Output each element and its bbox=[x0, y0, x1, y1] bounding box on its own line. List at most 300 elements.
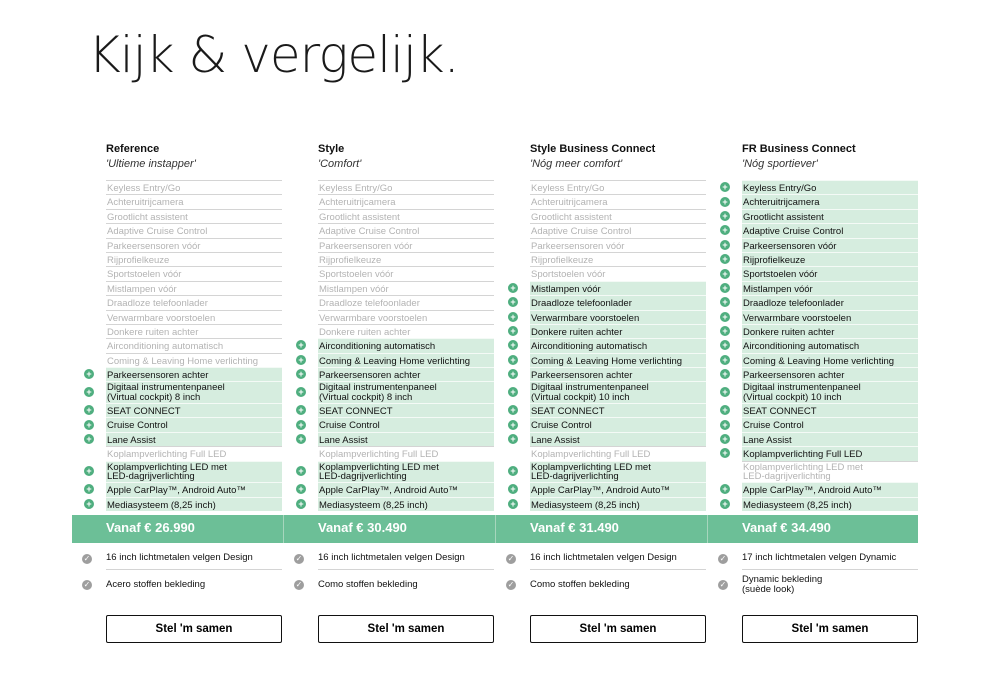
feature-label: Parkeersensoren achter bbox=[743, 370, 845, 382]
feature-label: Sportstoelen vóór bbox=[531, 269, 606, 281]
price-band-divider bbox=[707, 515, 708, 543]
feature-row bbox=[72, 209, 284, 223]
standard-item-text bbox=[742, 575, 822, 596]
feature-row bbox=[496, 461, 708, 483]
check-circle-icon: ✓ bbox=[507, 580, 515, 589]
feature-cell bbox=[106, 180, 282, 194]
feature-cell bbox=[742, 324, 918, 338]
plus-circle-icon: + bbox=[84, 466, 94, 476]
trim-title: FR Business Connect bbox=[742, 143, 856, 155]
check-circle-icon: ✓ bbox=[719, 554, 727, 563]
feature-label: Grootlicht assistent bbox=[743, 211, 824, 223]
feature-row bbox=[496, 209, 708, 223]
feature-label: Parkeersensoren vóór bbox=[319, 240, 413, 252]
plus-circle-icon: + bbox=[296, 466, 306, 476]
feature-row bbox=[284, 252, 496, 266]
feature-label: Donkere ruiten achter bbox=[107, 326, 199, 338]
price-band-divider bbox=[283, 515, 284, 543]
standard-item-line: Como stoffen bekleding bbox=[318, 578, 418, 590]
standard-item-text bbox=[530, 580, 630, 591]
feature-row bbox=[72, 180, 284, 194]
feature-row bbox=[496, 194, 708, 208]
feature-label: Digitaal instrumentenpaneel bbox=[107, 382, 225, 394]
plus-circle-icon: + bbox=[508, 283, 518, 293]
feature-row bbox=[284, 295, 496, 309]
page-title: Kijk & vergelijk. bbox=[88, 26, 459, 84]
feature-cell bbox=[530, 381, 706, 403]
feature-label: Parkeersensoren vóór bbox=[107, 240, 201, 252]
configure-button[interactable]: Stel 'm samen bbox=[106, 615, 282, 643]
feature-cell bbox=[742, 446, 918, 460]
plus-circle-icon: + bbox=[84, 369, 94, 379]
trim-subtitle: 'Comfort' bbox=[318, 158, 362, 170]
feature-row bbox=[708, 324, 920, 338]
standard-item bbox=[72, 548, 284, 570]
configure-button[interactable]: Stel 'm samen bbox=[742, 615, 918, 643]
feature-label: Koplampverlichting Full LED bbox=[319, 449, 439, 461]
plus-circle-icon: + bbox=[720, 420, 730, 430]
feature-cell bbox=[530, 252, 706, 266]
feature-cell bbox=[530, 324, 706, 338]
feature-cell bbox=[318, 338, 494, 352]
plus-circle-icon: + bbox=[508, 405, 518, 415]
feature-cell bbox=[530, 194, 706, 208]
plus-circle-icon: + bbox=[508, 312, 518, 322]
feature-cell bbox=[106, 194, 282, 208]
feature-row bbox=[284, 266, 496, 280]
feature-label: Apple CarPlay™, Android Auto™ bbox=[319, 485, 458, 497]
feature-row bbox=[708, 417, 920, 431]
feature-row bbox=[72, 295, 284, 309]
plus-circle-icon: + bbox=[84, 420, 94, 430]
feature-row bbox=[496, 353, 708, 367]
feature-label: Parkeersensoren achter bbox=[107, 370, 209, 382]
standard-item-label bbox=[106, 548, 282, 570]
feature-row bbox=[708, 281, 920, 295]
feature-cell bbox=[318, 209, 494, 223]
plus-circle-icon: + bbox=[720, 355, 730, 365]
plus-circle-icon: + bbox=[84, 387, 94, 397]
feature-cell bbox=[106, 353, 282, 367]
feature-list bbox=[284, 180, 496, 511]
feature-row bbox=[496, 238, 708, 252]
feature-label: Grootlicht assistent bbox=[531, 211, 612, 223]
feature-label: Mistlampen vóór bbox=[107, 283, 177, 295]
feature-label: Cruise Control bbox=[743, 420, 804, 432]
feature-row bbox=[496, 417, 708, 431]
feature-label-line2: (Virtual cockpit) 8 inch bbox=[319, 392, 413, 404]
feature-label: Parkeersensoren achter bbox=[531, 370, 633, 382]
feature-label: Sportstoelen vóór bbox=[319, 269, 394, 281]
feature-label-line2: LED-dagrijverlichting bbox=[107, 471, 195, 483]
plus-circle-icon: + bbox=[296, 355, 306, 365]
plus-circle-icon: + bbox=[720, 434, 730, 444]
feature-row bbox=[496, 295, 708, 309]
feature-row bbox=[496, 497, 708, 511]
feature-label: Draadloze telefoonlader bbox=[743, 298, 844, 310]
feature-label: Airconditioning automatisch bbox=[107, 341, 224, 353]
check-circle-icon: ✓ bbox=[83, 580, 91, 589]
configure-button[interactable]: Stel 'm samen bbox=[318, 615, 494, 643]
feature-row bbox=[284, 367, 496, 381]
standard-item-text bbox=[106, 553, 253, 564]
feature-cell bbox=[318, 281, 494, 295]
feature-row bbox=[708, 482, 920, 496]
feature-cell bbox=[530, 310, 706, 324]
feature-label: Verwarmbare voorstoelen bbox=[531, 312, 640, 324]
feature-cell bbox=[106, 238, 282, 252]
plus-circle-icon: + bbox=[508, 326, 518, 336]
feature-label: Adaptive Cruise Control bbox=[107, 226, 208, 238]
feature-label: Donkere ruiten achter bbox=[531, 326, 623, 338]
plus-circle-icon: + bbox=[508, 420, 518, 430]
feature-row bbox=[72, 266, 284, 280]
feature-cell bbox=[530, 403, 706, 417]
feature-cell bbox=[106, 367, 282, 381]
feature-row bbox=[72, 324, 284, 338]
standard-item bbox=[284, 548, 496, 570]
feature-label: Achteruitrijcamera bbox=[107, 197, 184, 209]
standard-item-line: Acero stoffen bekleding bbox=[106, 578, 206, 590]
feature-cell bbox=[106, 338, 282, 352]
feature-cell bbox=[530, 497, 706, 511]
feature-row bbox=[708, 310, 920, 324]
feature-row bbox=[284, 432, 496, 446]
feature-row bbox=[284, 417, 496, 431]
configure-button[interactable]: Stel 'm samen bbox=[530, 615, 706, 643]
feature-cell bbox=[318, 417, 494, 431]
feature-row bbox=[72, 403, 284, 417]
feature-cell bbox=[742, 180, 918, 194]
feature-list bbox=[496, 180, 708, 511]
feature-label-line2: LED-dagrijverlichting bbox=[743, 471, 831, 483]
feature-cell bbox=[530, 295, 706, 309]
price-band-divider bbox=[495, 515, 496, 543]
feature-row bbox=[284, 281, 496, 295]
feature-cell bbox=[106, 266, 282, 280]
feature-label: Donkere ruiten achter bbox=[319, 326, 411, 338]
feature-row bbox=[708, 209, 920, 223]
feature-label: Parkeersensoren achter bbox=[319, 370, 421, 382]
feature-row bbox=[284, 381, 496, 403]
feature-cell bbox=[106, 310, 282, 324]
feature-label-line2: LED-dagrijverlichting bbox=[319, 471, 407, 483]
feature-row bbox=[72, 446, 284, 460]
feature-label: Verwarmbare voorstoelen bbox=[319, 312, 428, 324]
feature-cell bbox=[530, 223, 706, 237]
plus-circle-icon: + bbox=[508, 387, 518, 397]
check-circle-icon: ✓ bbox=[719, 580, 727, 589]
feature-row bbox=[708, 446, 920, 460]
feature-label: Coming & Leaving Home verlichting bbox=[531, 355, 683, 367]
feature-cell bbox=[742, 223, 918, 237]
feature-row bbox=[708, 194, 920, 208]
feature-cell bbox=[106, 446, 282, 460]
feature-label: Lane Assist bbox=[107, 434, 156, 446]
plus-circle-icon: + bbox=[508, 434, 518, 444]
feature-label: Airconditioning automatisch bbox=[743, 341, 860, 353]
feature-row bbox=[284, 180, 496, 194]
trim-title: Style Business Connect bbox=[530, 143, 656, 155]
feature-label: Verwarmbare voorstoelen bbox=[107, 312, 216, 324]
feature-row bbox=[284, 324, 496, 338]
feature-label: Grootlicht assistent bbox=[319, 211, 400, 223]
standard-item-line: 16 inch lichtmetalen velgen Design bbox=[318, 552, 465, 564]
check-circle-icon: ✓ bbox=[83, 554, 91, 563]
feature-row bbox=[72, 252, 284, 266]
plus-circle-icon: + bbox=[296, 369, 306, 379]
plus-circle-icon: + bbox=[84, 405, 94, 415]
feature-row bbox=[72, 461, 284, 483]
feature-cell bbox=[742, 295, 918, 309]
feature-row bbox=[496, 482, 708, 496]
standard-item-line: Dynamic bekleding bbox=[742, 573, 823, 585]
plus-circle-icon: + bbox=[720, 283, 730, 293]
feature-cell bbox=[530, 238, 706, 252]
plus-circle-icon: + bbox=[720, 297, 730, 307]
feature-row bbox=[496, 338, 708, 352]
standard-item-text bbox=[106, 580, 205, 591]
feature-row bbox=[496, 403, 708, 417]
feature-cell bbox=[318, 252, 494, 266]
plus-circle-icon: + bbox=[720, 211, 730, 221]
feature-cell bbox=[106, 223, 282, 237]
plus-circle-icon: + bbox=[508, 369, 518, 379]
feature-label: Coming & Leaving Home verlichting bbox=[107, 355, 259, 367]
price-label: Vanaf € 26.990 bbox=[106, 520, 195, 535]
standard-item-label bbox=[106, 574, 282, 596]
feature-row bbox=[284, 403, 496, 417]
feature-label: Mistlampen vóór bbox=[743, 283, 813, 295]
feature-cell bbox=[530, 281, 706, 295]
feature-list bbox=[72, 180, 284, 511]
plus-circle-icon: + bbox=[720, 448, 730, 458]
feature-label: Achteruitrijcamera bbox=[743, 197, 820, 209]
feature-label: Apple CarPlay™, Android Auto™ bbox=[743, 485, 882, 497]
feature-label: Verwarmbare voorstoelen bbox=[743, 312, 852, 324]
feature-cell bbox=[530, 482, 706, 496]
standard-item-label bbox=[318, 548, 494, 570]
feature-cell bbox=[318, 446, 494, 460]
feature-row bbox=[708, 238, 920, 252]
feature-row bbox=[284, 353, 496, 367]
feature-label-line2: (Virtual cockpit) 10 inch bbox=[743, 392, 842, 404]
feature-label: Lane Assist bbox=[319, 434, 368, 446]
feature-cell bbox=[530, 209, 706, 223]
feature-label: Rijprofielkeuze bbox=[319, 254, 382, 266]
feature-row bbox=[496, 381, 708, 403]
trim-subtitle: 'Ultieme instapper' bbox=[106, 158, 196, 170]
feature-row bbox=[708, 295, 920, 309]
standard-item-line: Como stoffen bekleding bbox=[530, 578, 630, 590]
standard-item bbox=[496, 548, 708, 570]
feature-label: Cruise Control bbox=[107, 420, 168, 432]
feature-cell bbox=[318, 367, 494, 381]
feature-label: Koplampverlichting LED met bbox=[743, 461, 863, 473]
feature-label: Sportstoelen vóór bbox=[743, 269, 818, 281]
feature-label: SEAT CONNECT bbox=[319, 406, 393, 418]
plus-circle-icon: + bbox=[720, 254, 730, 264]
feature-cell bbox=[106, 497, 282, 511]
standard-item-label bbox=[742, 548, 918, 570]
feature-cell bbox=[318, 482, 494, 496]
plus-circle-icon: + bbox=[720, 269, 730, 279]
feature-cell bbox=[318, 324, 494, 338]
check-circle-icon: ✓ bbox=[295, 554, 303, 563]
price-label: Vanaf € 30.490 bbox=[318, 520, 407, 535]
feature-row bbox=[72, 194, 284, 208]
feature-label: Koplampverlichting LED met bbox=[107, 461, 227, 473]
plus-circle-icon: + bbox=[508, 466, 518, 476]
feature-cell bbox=[106, 252, 282, 266]
feature-cell bbox=[530, 432, 706, 446]
feature-label: Apple CarPlay™, Android Auto™ bbox=[107, 485, 246, 497]
feature-label: Keyless Entry/Go bbox=[743, 183, 817, 194]
feature-cell bbox=[106, 381, 282, 403]
feature-cell bbox=[530, 367, 706, 381]
plus-circle-icon: + bbox=[508, 499, 518, 509]
standard-item-label bbox=[742, 574, 918, 596]
feature-label: Achteruitrijcamera bbox=[531, 197, 608, 209]
feature-row bbox=[284, 461, 496, 483]
feature-row bbox=[496, 266, 708, 280]
price-label: Vanaf € 34.490 bbox=[742, 520, 831, 535]
feature-label: Draadloze telefoonlader bbox=[531, 298, 632, 310]
plus-circle-icon: + bbox=[720, 405, 730, 415]
feature-cell bbox=[742, 266, 918, 280]
feature-cell bbox=[742, 238, 918, 252]
plus-circle-icon: + bbox=[296, 484, 306, 494]
standard-item-label bbox=[530, 574, 706, 596]
feature-label: Keyless Entry/Go bbox=[531, 183, 605, 194]
trim-subtitle: 'Nóg meer comfort' bbox=[530, 158, 623, 170]
feature-label: Donkere ruiten achter bbox=[743, 326, 835, 338]
feature-row bbox=[72, 482, 284, 496]
feature-row bbox=[284, 194, 496, 208]
feature-label: Apple CarPlay™, Android Auto™ bbox=[531, 485, 670, 497]
standard-item bbox=[708, 574, 920, 596]
feature-cell bbox=[318, 432, 494, 446]
feature-label: Digitaal instrumentenpaneel bbox=[319, 382, 437, 394]
plus-circle-icon: + bbox=[720, 340, 730, 350]
feature-label: Coming & Leaving Home verlichting bbox=[319, 355, 471, 367]
trim-title: Reference bbox=[106, 143, 160, 155]
feature-row bbox=[72, 417, 284, 431]
feature-label: Rijprofielkeuze bbox=[743, 254, 806, 266]
check-circle-icon: ✓ bbox=[507, 554, 515, 563]
plus-circle-icon: + bbox=[296, 340, 306, 350]
feature-cell bbox=[742, 310, 918, 324]
feature-cell bbox=[106, 461, 282, 483]
feature-label: Airconditioning automatisch bbox=[319, 341, 436, 353]
plus-circle-icon: + bbox=[720, 499, 730, 509]
feature-label: Adaptive Cruise Control bbox=[531, 226, 632, 238]
feature-cell bbox=[106, 324, 282, 338]
feature-cell bbox=[742, 209, 918, 223]
standard-item-line: 16 inch lichtmetalen velgen Design bbox=[106, 552, 253, 564]
feature-label: Mistlampen vóór bbox=[319, 283, 389, 295]
plus-circle-icon: + bbox=[508, 340, 518, 350]
standard-item-text bbox=[318, 553, 465, 564]
feature-row bbox=[708, 223, 920, 237]
feature-label: Sportstoelen vóór bbox=[107, 269, 182, 281]
feature-row bbox=[708, 338, 920, 352]
standard-item-text bbox=[742, 553, 896, 564]
feature-cell bbox=[318, 381, 494, 403]
feature-row bbox=[284, 238, 496, 252]
feature-row bbox=[496, 324, 708, 338]
standard-item-text bbox=[530, 553, 677, 564]
plus-circle-icon: + bbox=[720, 197, 730, 207]
feature-row bbox=[284, 482, 496, 496]
feature-cell bbox=[106, 295, 282, 309]
plus-circle-icon: + bbox=[720, 182, 730, 192]
feature-row bbox=[708, 497, 920, 511]
plus-circle-icon: + bbox=[84, 499, 94, 509]
feature-row bbox=[284, 209, 496, 223]
feature-label: Mediasysteem (8,25 inch) bbox=[319, 499, 428, 511]
feature-cell bbox=[106, 281, 282, 295]
feature-label: SEAT CONNECT bbox=[531, 406, 605, 418]
feature-cell bbox=[106, 209, 282, 223]
feature-cell bbox=[318, 180, 494, 194]
standard-item-line: 16 inch lichtmetalen velgen Design bbox=[530, 552, 677, 564]
feature-label: Coming & Leaving Home verlichting bbox=[743, 355, 895, 367]
feature-cell bbox=[318, 497, 494, 511]
feature-cell bbox=[318, 310, 494, 324]
feature-label-line2: (Virtual cockpit) 8 inch bbox=[107, 392, 201, 404]
feature-cell bbox=[530, 338, 706, 352]
feature-row bbox=[496, 223, 708, 237]
feature-row bbox=[72, 238, 284, 252]
feature-cell bbox=[742, 432, 918, 446]
feature-row bbox=[72, 367, 284, 381]
plus-circle-icon: + bbox=[720, 240, 730, 250]
feature-label: SEAT CONNECT bbox=[107, 406, 181, 418]
feature-label: Parkeersensoren vóór bbox=[531, 240, 625, 252]
plus-circle-icon: + bbox=[84, 434, 94, 444]
feature-list bbox=[708, 180, 920, 511]
feature-label: Airconditioning automatisch bbox=[531, 341, 648, 353]
plus-circle-icon: + bbox=[84, 484, 94, 494]
feature-row bbox=[496, 446, 708, 460]
feature-label: Adaptive Cruise Control bbox=[319, 226, 420, 238]
feature-row bbox=[284, 223, 496, 237]
feature-label: Koplampverlichting LED met bbox=[319, 461, 439, 473]
feature-cell bbox=[530, 180, 706, 194]
feature-label: Keyless Entry/Go bbox=[319, 183, 393, 194]
feature-cell bbox=[530, 446, 706, 460]
feature-row bbox=[72, 432, 284, 446]
feature-cell bbox=[530, 417, 706, 431]
feature-row bbox=[708, 367, 920, 381]
plus-circle-icon: + bbox=[720, 326, 730, 336]
standard-item-label bbox=[318, 574, 494, 596]
feature-label: Draadloze telefoonlader bbox=[319, 298, 420, 310]
feature-label: Rijprofielkeuze bbox=[107, 254, 170, 266]
feature-cell bbox=[318, 461, 494, 483]
feature-row bbox=[72, 223, 284, 237]
plus-circle-icon: + bbox=[508, 355, 518, 365]
feature-label: Koplampverlichting Full LED bbox=[743, 449, 863, 461]
check-circle-icon: ✓ bbox=[295, 580, 303, 589]
feature-row bbox=[72, 338, 284, 352]
feature-row bbox=[708, 403, 920, 417]
feature-cell bbox=[318, 238, 494, 252]
feature-label: Achteruitrijcamera bbox=[319, 197, 396, 209]
feature-row bbox=[496, 252, 708, 266]
feature-label: Adaptive Cruise Control bbox=[743, 226, 844, 238]
